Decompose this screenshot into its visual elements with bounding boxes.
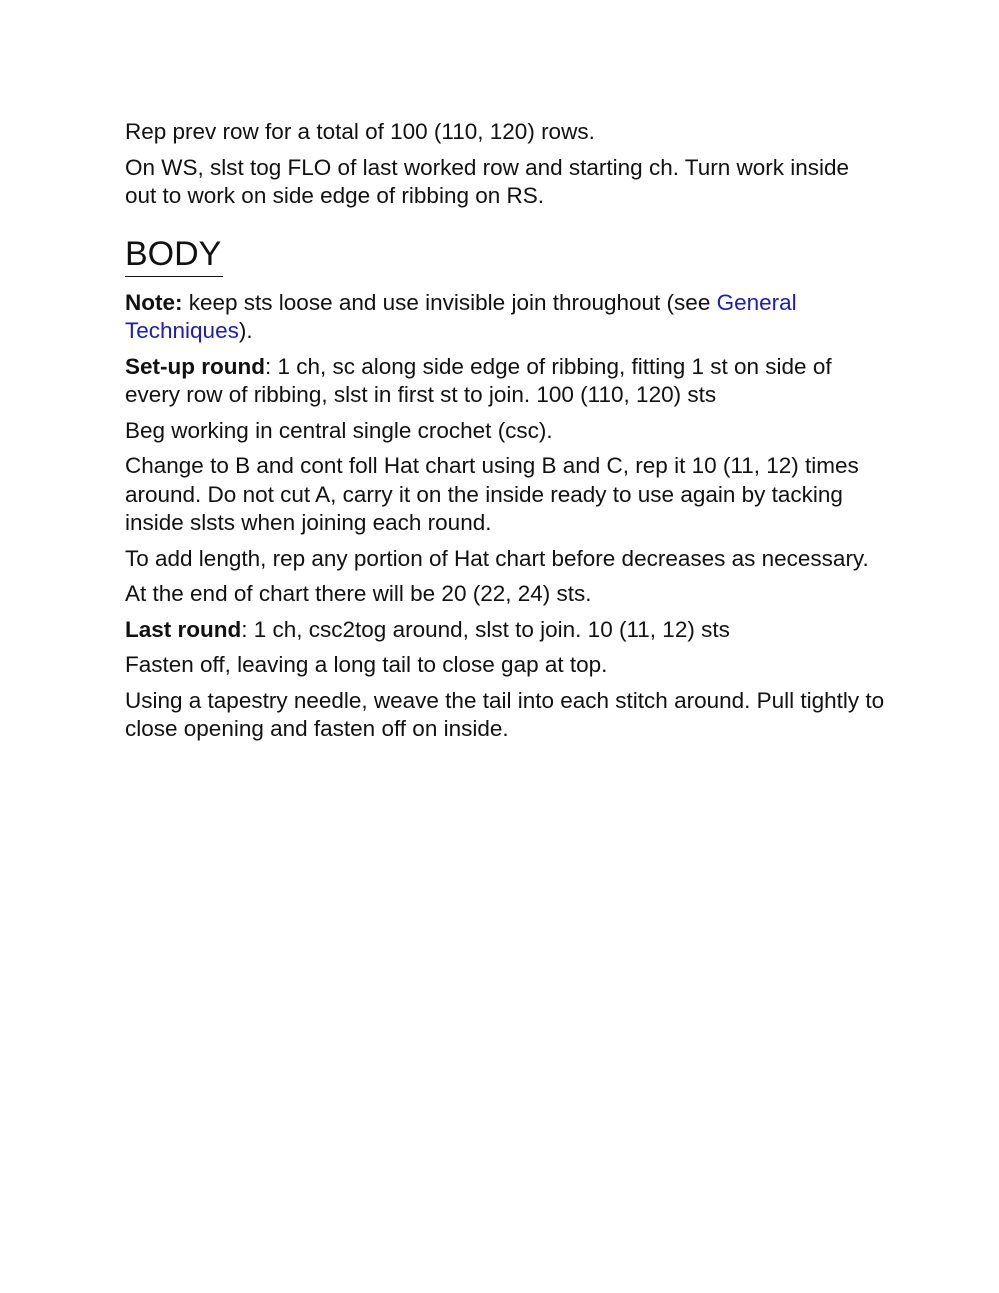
finish-paragraph-1: Fasten off, leaving a long tail to close gap at top.: [125, 652, 608, 677]
setup-round-label: Set-up round: [125, 353, 265, 379]
note-after: ).: [238, 318, 253, 343]
note-paragraph: [125, 289, 885, 346]
intro-paragraph-2: On WS, slst tog FLO of last worked row and starting ch. Turn work inside out to work on side edge of ribbing on RS.: [125, 154, 850, 208]
intro-paragraph-1: Rep prev row for a total of 100 (110, 120) rows.: [125, 119, 595, 144]
heading-underline: [125, 276, 223, 277]
step-paragraph-2: Change to B and cont foll Hat chart using B and C, rep it 10 (11, 12) times around. Do not cut A, carry it on the inside ready to use again by tacking inside slsts when joining each round.: [125, 453, 859, 535]
document-page: [125, 118, 885, 751]
last-round-label: Last round: [125, 616, 242, 642]
setup-round-paragraph: [125, 353, 885, 410]
setup-round-text: : 1 ch, sc along side edge of ribbing, fitting 1 st on side of every row of ribbing, slst in first st to join. 100 (110, 120) sts: [125, 353, 832, 407]
last-round-text: : 1 ch, csc2tog around, slst to join. 10 (11, 12) sts: [241, 616, 730, 642]
last-round-paragraph: [125, 616, 885, 645]
note-text: keep sts loose and use invisible join throughout (see: [182, 289, 717, 315]
step-paragraph-1: Beg working in central single crochet (csc).: [125, 417, 553, 443]
note-label: Note:: [125, 289, 183, 315]
section-heading: BODY: [125, 234, 222, 273]
finish-paragraph-2: Using a tapestry needle, weave the tail into each stitch around. Pull tightly to close opening and fasten off on inside.: [125, 687, 885, 741]
step-paragraph-4: At the end of chart there will be 20 (22, 24) sts.: [125, 581, 592, 606]
general-techniques-link[interactable]: General Techniques: [125, 289, 797, 343]
step-paragraph-3: To add length, rep any portion of Hat chart before decreases as necessary.: [125, 545, 869, 571]
